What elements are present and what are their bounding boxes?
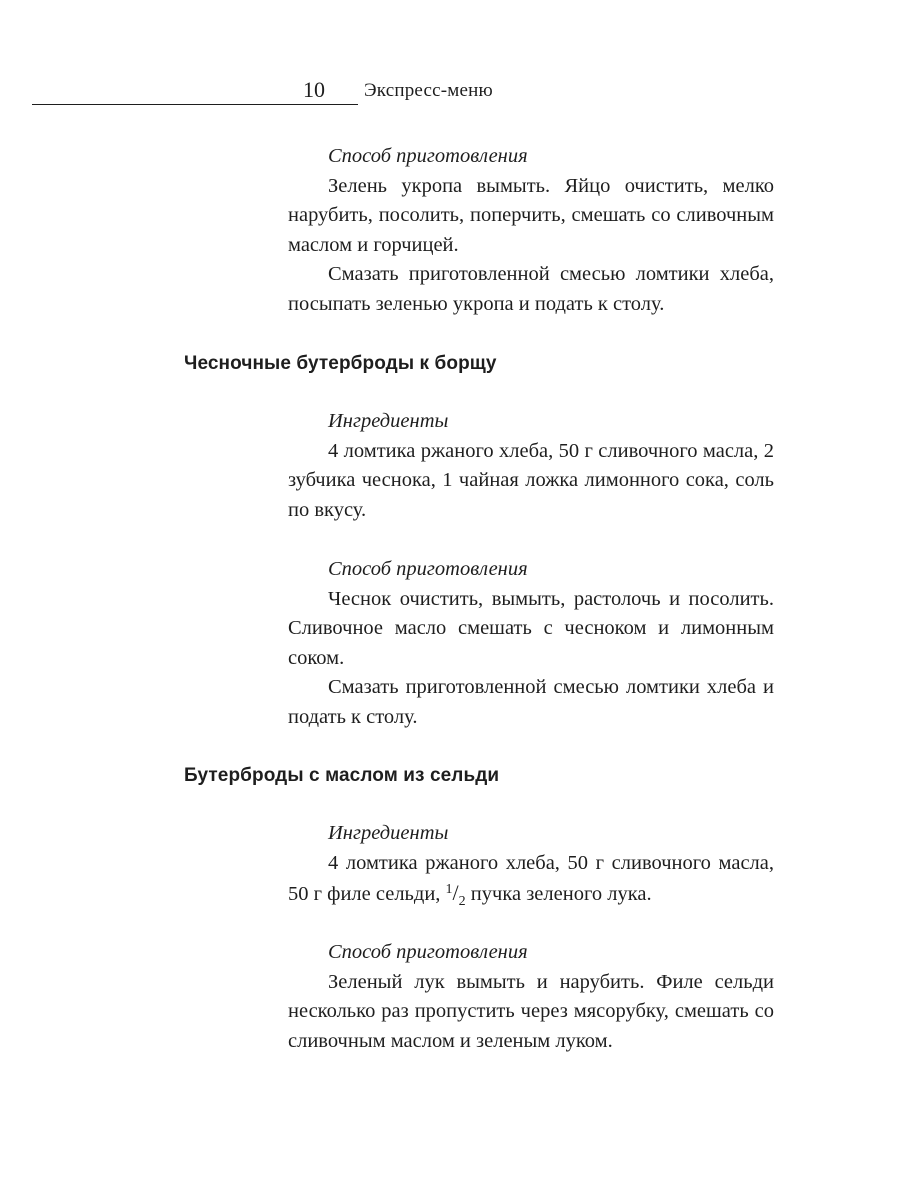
method-section bbox=[288, 555, 774, 733]
running-header bbox=[0, 76, 900, 108]
ingredients-section bbox=[288, 819, 774, 912]
fraction-denominator: 2 bbox=[458, 894, 466, 910]
method-paragraph: Чеснок очистить, вымыть, растолочь и посолить. Сливочное масло смешать с чесноком и лимонным соком. bbox=[288, 587, 774, 669]
fraction-numerator: 1 bbox=[445, 882, 453, 898]
ingredients-heading: Ингредиенты bbox=[328, 410, 449, 432]
ingredients-paragraph bbox=[288, 849, 774, 912]
method-paragraph: Смазать приготовленной смесью ломтики хлеба и подать к столу. bbox=[288, 676, 774, 728]
ingredients-heading: Ингредиенты bbox=[328, 822, 449, 844]
method-section bbox=[288, 938, 774, 1056]
method-paragraph: Смазать приготовленной смесью ломтики хлеба, посыпать зеленью укропа и подать к столу. bbox=[288, 263, 774, 315]
fraction-slash: / bbox=[452, 880, 459, 906]
running-title: Экспресс-меню bbox=[364, 80, 493, 101]
fraction-one-half bbox=[445, 880, 466, 910]
method-heading: Способ приготовления bbox=[328, 145, 528, 167]
header-rule bbox=[32, 104, 358, 105]
ingredients-text-end: пучка зеленого лука. bbox=[470, 883, 652, 906]
ingredients-section bbox=[288, 407, 774, 525]
recipe-title-garlic-sandwiches: Чесночные бутерброды к борщу bbox=[184, 353, 497, 374]
method-paragraph: Зелень укропа вымыть. Яйцо очистить, мелко нарубить, посолить, поперчить, смешать со сливочным маслом и горчицей. bbox=[288, 174, 774, 256]
method-section-continued bbox=[288, 142, 774, 320]
method-heading: Способ приготовления bbox=[328, 941, 528, 963]
page-number: 10 bbox=[303, 77, 325, 102]
recipe-title-herring-butter-sandwiches: Бутерброды с маслом из сельди bbox=[184, 765, 500, 786]
ingredients-paragraph: 4 ломтика ржаного хлеба, 50 г сливочного масла, 2 зубчика чеснока, 1 чайная ложка лимонного сока, соль по вкусу. bbox=[288, 439, 774, 521]
method-heading: Способ приготовления bbox=[328, 558, 528, 580]
ingredients-text-start: 4 ломтика ржаного хлеба, 50 г сливочного масла, 50 г филе сельди, bbox=[288, 851, 774, 906]
method-paragraph: Зеленый лук вымыть и нарубить. Филе сельди несколько раз пропустить через мясорубку, смешать со сливочным маслом и зеленым луком. bbox=[288, 970, 774, 1052]
